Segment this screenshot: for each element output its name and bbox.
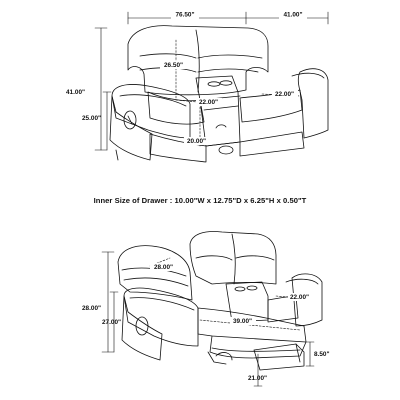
footrest-clearance-label: 21.00" — [248, 375, 268, 382]
seat-height-label: 25.00" — [82, 115, 102, 122]
arm-height-label: 27.00" — [102, 319, 122, 326]
seat-width-label: 20.00" — [187, 138, 207, 145]
reclined-back-height-label: 28.00" — [154, 264, 174, 271]
reclined-length-label: 39.00" — [233, 318, 253, 325]
bottom-dimension-lines — [102, 252, 314, 386]
reclined-seat-depth-label: 22.00" — [290, 294, 310, 301]
reclined-overall-height-label: 28.00" — [82, 305, 102, 312]
overall-depth-label: 41.00" — [283, 11, 303, 19]
drawer-size-caption: Inner Size of Drawer : 10.00"W x 12.75"D x 6.25"H x 0.50"T — [93, 196, 307, 205]
overall-height-label: 41.00" — [66, 89, 86, 96]
seat-depth-right-label: 22.00" — [275, 91, 295, 98]
seat-depth-left-label: 22.00" — [199, 99, 219, 106]
top-dimension-labels — [66, 10, 307, 145]
overall-width-label: 76.50" — [175, 11, 195, 19]
back-height-label: 26.50" — [164, 62, 184, 69]
footrest-height-label: 8.50" — [314, 351, 330, 358]
